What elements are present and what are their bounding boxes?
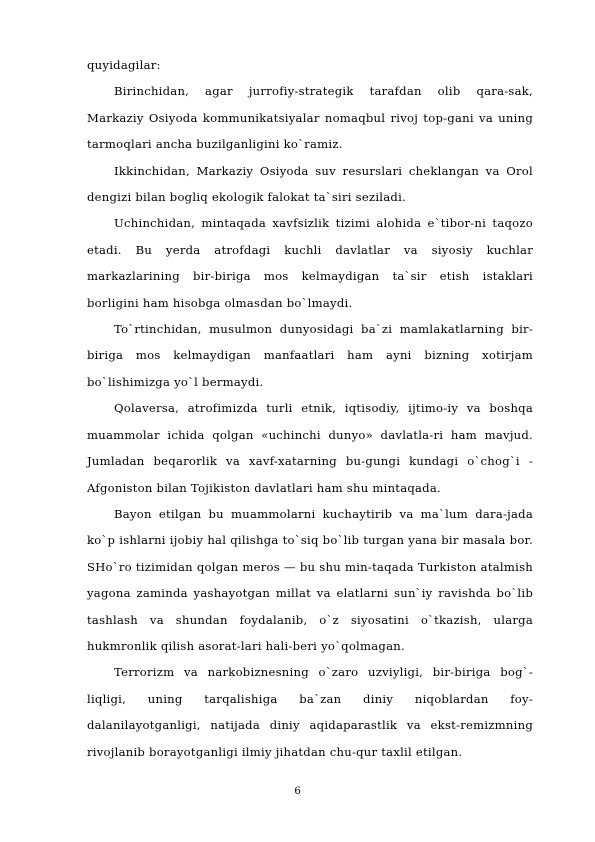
paragraph-intro: quyidagilar: [87, 58, 161, 72]
paragraph-fourth-point: To`rtinchidan, musulmon dunyosidagi ba`zi mamlakatlarning bir-biriga mos kelmaydigan manfaatlari ham ayni bizning xotirjam bo`lishimizga yo`l bermaydi. [87, 322, 533, 389]
paragraph-second-point: Ikkinchidan, Markaziy Osiyoda suv resurslari cheklangan va Orol dengizi bilan bogliq ekologik falokat ta`siri seziladi. [87, 163, 533, 205]
paragraph-first-point: Birinchidan, agar jurrofiy-strategik tarafdan olib qara-sak, Markaziy Osiyoda kommunikatsiyalar nomaqbul rivoj top-gani va uning tarmoqlari ancha buzilganligini ko`ramiz. [87, 84, 533, 152]
paragraph-moreover: Qolaversa, atrofimizda turli etnik, iqtisodiy, ijtimo-iy va boshqa muammolar ichida qolgan «uchinchi dunyo» davlatla-ri ham mavjud. Jumladan beqarorlik va xavf-xatarning bu-gungi kundagi o`chog`i - Afgoniston bilan Tojikiston davlatlari ham shu mintaqada. [87, 401, 533, 495]
document-body [87, 52, 533, 765]
paragraph-third-point: Uchinchidan, mintaqada xavfsizlik tizimi alohida e`tibor-ni taqozo etadi. Bu yerda atrofdagi kuchli davlatlar va siyosiy kuchlar markazlarining bir-biriga mos kelmaydigan ta`sir etish istaklari borligini ham hisobga olmasdan bo`lmaydi. [87, 216, 533, 310]
page-number: 6 [294, 786, 301, 797]
paragraph-soviet-legacy: Bayon etilgan bu muammolarni kuchaytirib va ma`lum dara-jada ko`p ishlarni ijobiy hal qilishga to`siq bo`lib turgan yana bir masala bor. SHo`ro tizimidan qolgan meros — bu shu min-taqada Turkiston atalmish yagona zaminda yashayotgan millat va elatlarni sun`iy ravishda bo`lib tashlash va shundan foydalanib, o`z siyosatini o`tkazish, ularga hukmronlik qilish asorat-lari hali-beri yo`qolmagan. [87, 506, 533, 653]
paragraph-terrorism: Terrorizm va narkobiznesning o`zaro uzviyligi, bir-biriga bog`-liqligi, uning tarqalishiga ba`zan diniy niqoblardan foy-dalanilayotganligi, natijada diniy aqidaparastlik va ekst-remizmning rivojlanib borayotganligi ilmiy jihatdan chu-qur taxlil etilgan. [87, 665, 533, 759]
